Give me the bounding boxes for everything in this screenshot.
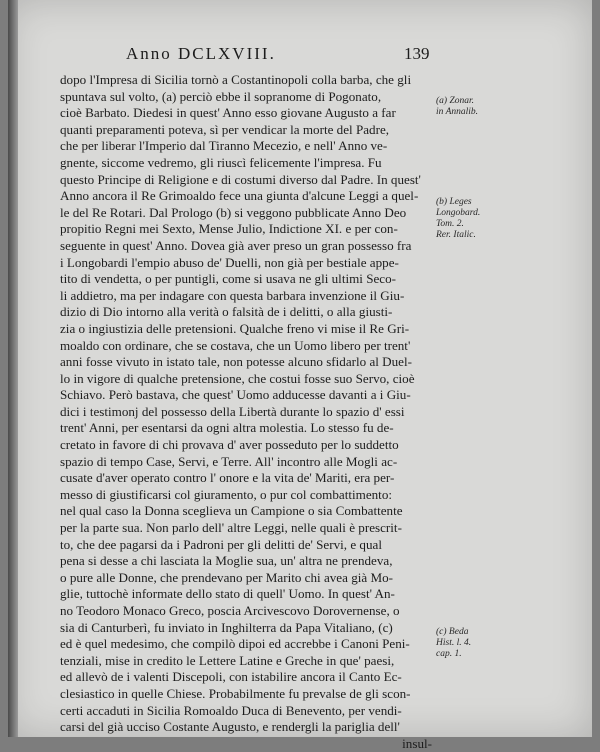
text-line: pena si desse a chi lasciata la Moglie sua, un' altra ne prendeva, <box>60 553 393 569</box>
text-line: o pure alle Donne, che prendevano per Marito chi avea già Mo- <box>60 569 394 585</box>
text-line: anni fosse vivuto in istato tale, non potesse alcuno sfidarlo al Duel- <box>60 354 412 370</box>
text-line: tito di vendetta, o per puntigli, come si usava ne gli ultimi Seco- <box>60 271 397 287</box>
margin-note-line: Tom. 2. <box>436 219 464 229</box>
text-line: sia di Canturberì, fu inviato in Inghilterra da Papa Vitaliano, (c) <box>60 619 393 635</box>
text-line: i Longobardi l'empio abuso de' Duelli, non già per bestiale appe- <box>60 254 399 270</box>
body-text <box>60 72 432 752</box>
text-line: dopo l'Impresa di Sicilia tornò a Costantinopoli colla barba, che gli <box>60 72 412 87</box>
catchword: insul- <box>402 735 432 751</box>
text-line: le del Re Rotari. Dal Prologo (b) si veggono pubblicate Anno Deo <box>60 204 407 220</box>
text-line: clesiastico in quelle Chiese. Probabilmente fu prevalse de gli scon- <box>60 685 411 701</box>
text-line: tenziali, mise in credito le Lettere Latine e Greche in que' paesi, <box>60 652 395 668</box>
text-line: nel qual caso la Donna sceglieva un Campione o sia Combattente <box>60 503 403 519</box>
book-page <box>8 0 592 751</box>
text-line: per la parte sua. Non parlo dell' altre Leggi, nelle quali è prescrit- <box>60 520 402 536</box>
margin-note-line: (b) Leges <box>436 197 472 207</box>
text-line: che per liberar l'Imperio dal Tiranno Mecezio, e nell' Anno ve- <box>60 138 388 154</box>
text-line: to, che dee pagarsi da i Padroni per gli delitti de' Servi, e qual <box>60 536 382 552</box>
text-line: propitio Regni mei Sexto, Mense Julio, Indictione XI. e per con- <box>60 221 398 237</box>
text-line: no Teodoro Monaco Greco, poscia Arcivescovo Dorovernense, o <box>60 603 400 618</box>
text-line: lo in vigore di qualche pretensione, che costui fosse suo Servo, cioè <box>60 370 415 386</box>
margin-note-b <box>436 197 516 241</box>
text-line: moaldo con ordinare, che se costava, che un Uomo libero per trent' <box>60 337 411 353</box>
text-line: seguente in quest' Anno. Dovea già aver preso un gran possesso fra <box>60 237 412 253</box>
text-line: spuntava sul volto, (a) perciò ebbe il sopranome di Pogonato, <box>60 88 382 104</box>
text-line: li addietro, ma per indagare con questa barbara invenzione il Giu- <box>60 287 405 303</box>
text-line: Schiavo. Però bastava, che quest' Uomo adducesse davanti a i Giu- <box>60 387 411 403</box>
text-line: carsi del già ucciso Costante Augusto, e rendergli la pariglia dell' <box>60 719 400 735</box>
text-line: messo di giustificarsi col giuramento, o pur col combattimento: <box>60 486 393 502</box>
margin-note-line: in Annalib. <box>436 107 479 117</box>
page-number: 139 <box>404 44 430 63</box>
text-line: gnente, siccome vedremo, gli riuscì felicemente l'impresa. Fu <box>60 154 382 170</box>
margin-note-line: Hist. l. 4. <box>436 638 472 648</box>
running-title: Anno DCLXVIII. <box>126 44 276 63</box>
margin-note-line: Rer. Italic. <box>436 230 476 240</box>
page-gutter-shadow <box>8 0 18 737</box>
text-line: zia o ingiustizia delle pretensioni. Qualche freno vi mise il Re Gri- <box>60 320 410 336</box>
text-line: cretato in favore di chi provava d' aver posseduto per lo suddetto <box>60 437 399 453</box>
margin-note-a <box>436 96 516 118</box>
text-line: spazio di tempo Case, Servi, e Terre. All' incontro alle Mogli ac- <box>60 453 398 469</box>
text-line: questo Principe di Religione e di costumi diverso dal Padre. In quest' <box>60 171 421 187</box>
text-line: Anno ancora il Re Grimoaldo fece una giunta d'alcune Leggi a quel- <box>60 188 419 204</box>
text-line: trent' Anni, per esentarsi da ogni altra molestia. Lo stesso fu de- <box>60 420 394 436</box>
margin-note-line: cap. 1. <box>436 649 462 659</box>
text-line: ed allevò de i valenti Discepoli, con istabilire ancora il Canto Ec- <box>60 669 402 685</box>
text-line: cioè Barbato. Diedesi in quest' Anno esso giovane Augusto a far <box>60 105 396 121</box>
margin-note-line: (a) Zonar. <box>436 96 475 106</box>
margin-note-line: (c) Beda <box>436 627 469 637</box>
margin-note-line: Longobard. <box>436 208 481 218</box>
text-line: dici i testimonj del possesso della Libertà durante lo spazio d' essi <box>60 403 405 419</box>
text-line: glie, tuttochè informate dello stato di quell' Uomo. In quest' An- <box>60 586 395 602</box>
text-line: cusate d'aver operato contro l' onore e la vita de' Mariti, era per- <box>60 470 395 486</box>
margin-note-c <box>436 627 516 660</box>
text-line: dizio di Dio intorno alla verità o falsità de i delitti, o alla giusti- <box>60 304 393 320</box>
text-line: certi accaduti in Sicilia Romoaldo Duca di Benevento, per vendi- <box>60 702 402 718</box>
text-line: quanti preparamenti poteva, sì per vendicar la morte del Padre, <box>60 121 390 137</box>
text-line: ed è quel medesimo, che compilò dipoi ed accrebbe i Canoni Peni- <box>60 636 410 652</box>
